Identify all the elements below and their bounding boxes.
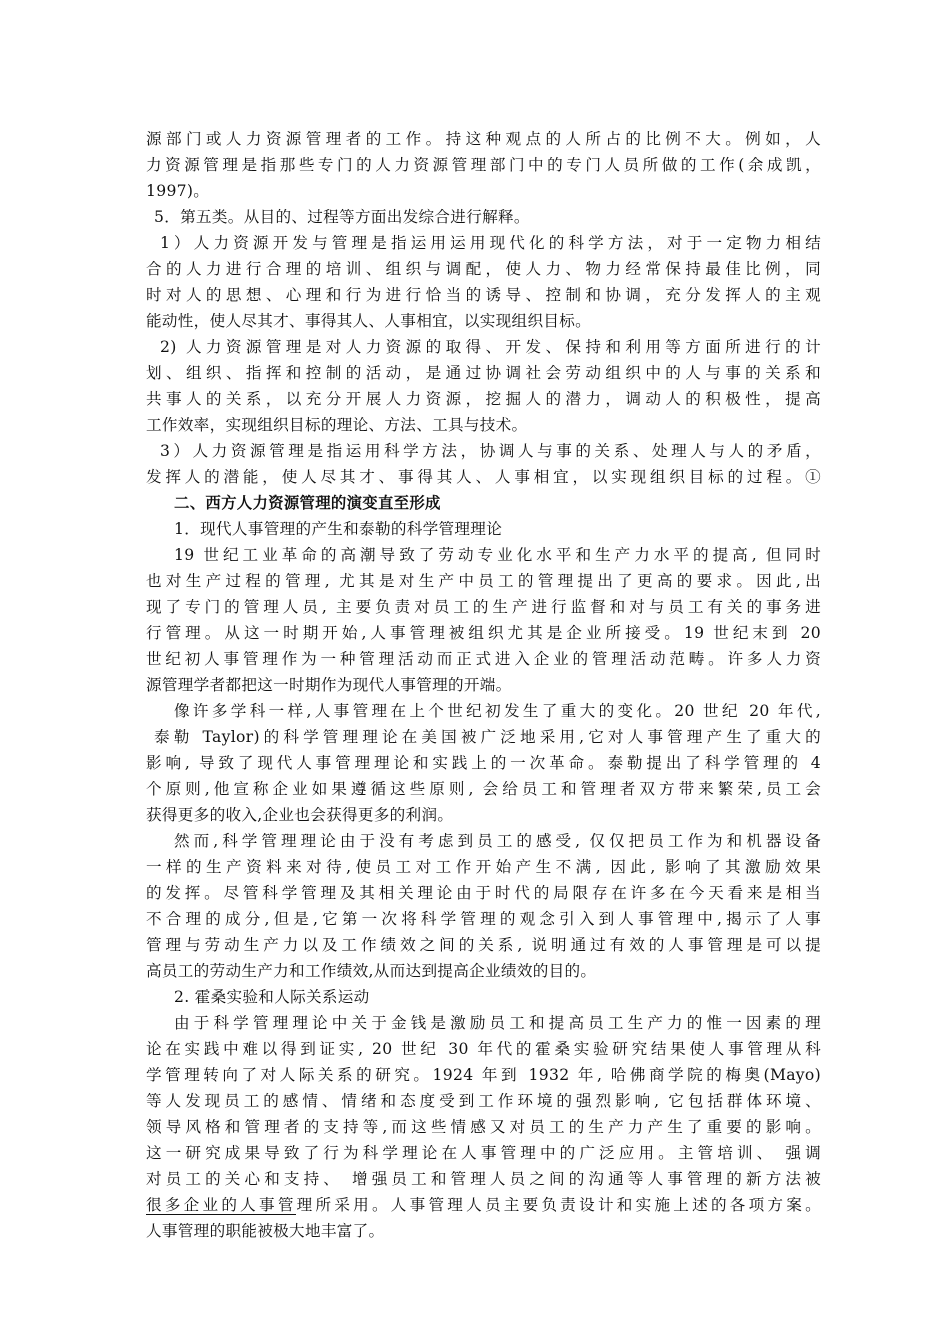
document-body xyxy=(146,126,821,1244)
text-line: 能动性，使人尽其才、事得其人、人事相宜，以实现组织目标。 xyxy=(146,312,592,330)
text-line: 等人发现员工的感情、情绪和态度受到工作环境的强烈影响, 它包括群体环境、 xyxy=(146,1092,821,1110)
text-line: 很多企业的人事管理所采用。人事管理人员主要负责设计和实施上述的各项方案。 xyxy=(146,1196,821,1214)
text-line: 对员工的关心和支持、 增强员工和管理人员之间的沟通等人事管理的新方法被 xyxy=(146,1170,821,1188)
section-heading: 二、西方人力资源管理的演变直至形成 xyxy=(174,494,441,512)
text-line: 人事管理的职能被极大地丰富了。 xyxy=(146,1222,385,1240)
text-line: 共事人的关系，以充分开展人力资源，挖掘人的潜力，调动人的积极性，提高 xyxy=(146,390,821,408)
text-line: 获得更多的收入,企业也会获得更多的利润。 xyxy=(146,806,454,824)
text-line: 2. 霍桑实验和人际关系运动 xyxy=(174,988,370,1006)
text-line: 论在实践中难以得到证实, 20 世纪 30 年代的霍桑实验研究结果使人事管理从科 xyxy=(146,1040,821,1058)
text-line: 时对人的思想、心理和行为进行恰当的诱导、控制和协调，充分发挥人的主观 xyxy=(146,286,821,304)
text-line: 合的人力进行合理的培训、组织与调配，使人力、物力经常保持最佳比例，同 xyxy=(146,260,821,278)
text-line: 源管理学者都把这一时期作为现代人事管理的开端。 xyxy=(146,676,512,694)
text-line: 像许多学科一样,人事管理在上个世纪初发生了重大的变化。20 世纪 20 年代, xyxy=(174,702,821,720)
text-line: 3）人力资源管理是指运用科学方法，协调人与事的关系、处理人与人的矛盾， xyxy=(160,442,821,460)
text-line: 不合理的成分,但是,它第一次将科学管理的观念引入到人事管理中,揭示了人事 xyxy=(146,910,821,928)
text-line: 泰勒 Taylor)的科学管理理论在美国被广泛地采用,它对人事管理产生了重大的 xyxy=(154,728,821,746)
text-line: 1．现代人事管理的产生和泰勒的科学管理理论 xyxy=(174,520,503,538)
text-line: 5．第五类。从目的、过程等方面出发综合进行解释。 xyxy=(154,208,530,226)
text-line: 管理与劳动生产力以及工作绩效之间的关系, 说明通过有效的人事管理是可以提 xyxy=(146,936,821,954)
text-line: 1997)。 xyxy=(146,182,210,200)
text-line: 这一研究成果导致了行为科学理论在人事管理中的广泛应用。主管培训、 强调 xyxy=(146,1144,821,1162)
text-line: 高员工的劳动生产力和工作绩效,从而达到提高企业绩效的目的。 xyxy=(146,962,597,980)
text-line: 源部门或人力资源管理者的工作。持这种观点的人所占的比例不大。例如，人 xyxy=(146,130,821,148)
text-line: 1）人力资源开发与管理是指运用运用现代化的科学方法，对于一定物力相结 xyxy=(160,234,821,252)
text-line: 也对生产过程的管理, 尤其是对生产中员工的管理提出了更高的要求。因此,出 xyxy=(146,572,821,590)
text-line: 工作效率，实现组织目标的理论、方法、工具与技术。 xyxy=(146,416,528,434)
text-line: 19 世纪工业革命的高潮导致了劳动专业化水平和生产力水平的提高, 但同时 xyxy=(174,546,821,564)
text-line: 学管理转向了对人际关系的研究。1924 年到 1932 年, 哈佛商学院的梅奥(Mayo) xyxy=(146,1066,821,1084)
text-line: 力资源管理是指那些专门的人力资源管理部门中的专门人员所做的工作(余成凯， xyxy=(146,156,821,174)
text-line: 的发挥。尽管科学管理及其相关理论由于时代的局限存在许多在今天看来是相当 xyxy=(146,884,821,902)
text-line: 世纪初人事管理作为一种管理活动而正式进入企业的管理活动范畴。许多人力资 xyxy=(146,650,821,668)
text-line: 由于科学管理理论中关于金钱是激励员工和提高员工生产力的惟一因素的理 xyxy=(174,1014,821,1032)
text-line: 一样的生产资料来对待,使员工对工作开始产生不满, 因此, 影响了其激励效果 xyxy=(146,858,821,876)
text-line: 领导风格和管理者的支持等,而这些情感又对员工的生产力产生了重要的影响。 xyxy=(146,1118,821,1136)
text-line: 发挥人的潜能，使人尽其才、事得其人、人事相宜，以实现组织目标的过程。① xyxy=(146,468,821,486)
text-line: 2) 人力资源管理是对人力资源的取得、开发、保持和利用等方面所进行的计 xyxy=(160,338,821,356)
footnote-separator xyxy=(146,1214,296,1215)
text-line: 个原则,他宣称企业如果遵循这些原则, 会给员工和管理者双方带来繁荣,员工会 xyxy=(146,780,821,798)
text-line: 现了专门的管理人员, 主要负责对员工的生产进行监督和对与员工有关的事务进 xyxy=(146,598,821,616)
text-line: 划、组织、指挥和控制的活动，是通过协调社会劳动组织中的人与事的关系和 xyxy=(146,364,821,382)
text-line: 然而,科学管理理论由于没有考虑到员工的感受, 仅仅把员工作为和机器设备 xyxy=(174,832,821,850)
text-line: 影响, 导致了现代人事管理理论和实践上的一次革命。泰勒提出了科学管理的 4 xyxy=(146,754,821,772)
text-line: 行管理。从这一时期开始,人事管理被组织尤其是企业所接受。19 世纪末到 20 xyxy=(146,624,821,642)
